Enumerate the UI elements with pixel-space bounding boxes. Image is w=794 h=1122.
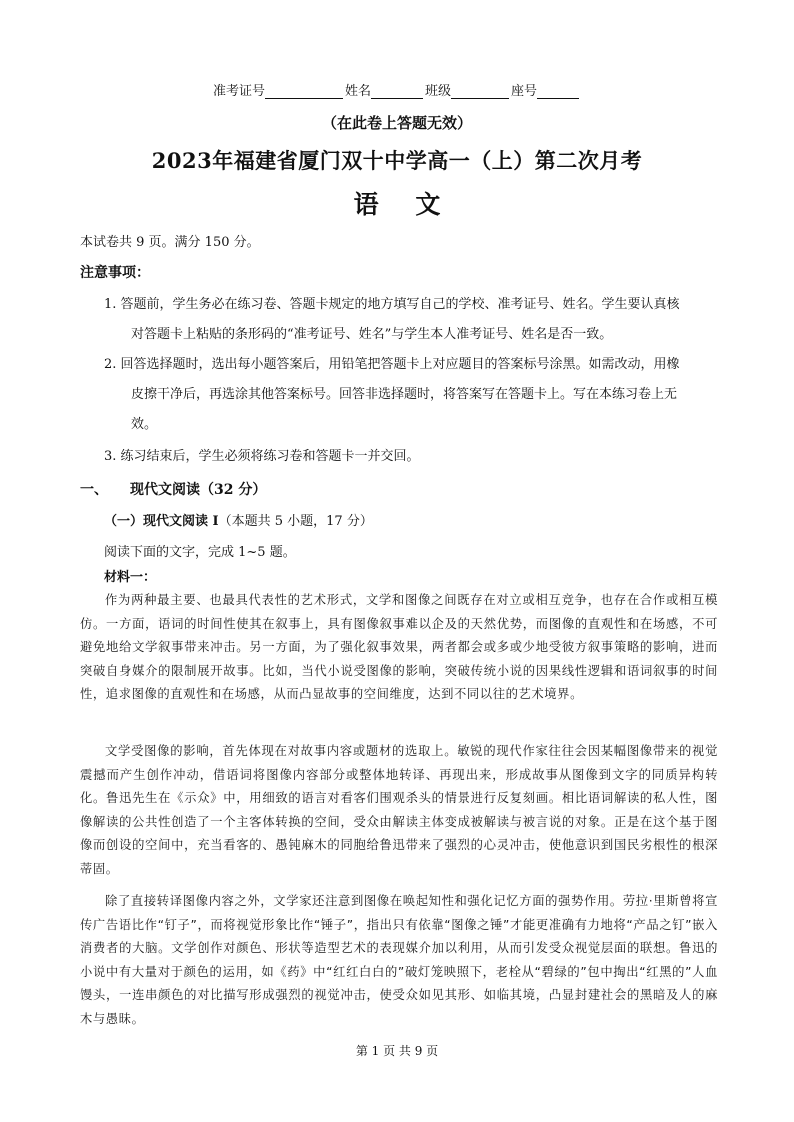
seat-blank — [537, 84, 579, 99]
notice-item-1-cont: 对答题卡上粘贴的条形码的“准考证号、姓名”与学生本人准考证号、姓名是否一致。 — [131, 327, 613, 342]
exam-id-blank — [265, 84, 343, 99]
name-label: 姓名 — [345, 84, 372, 99]
section-1-title: 现代文阅读（32 分） — [130, 482, 267, 498]
exam-id-label: 准考证号 — [213, 84, 266, 99]
notice-item-2: 2. 回答选择题时，选出每小题答案后，用铅笔把答题卡上对应题目的答案标号涂黑。如需改动，用橡 — [104, 357, 680, 372]
subsection-1-title: （一）现代文阅读 I — [104, 514, 219, 529]
class-blank — [451, 84, 509, 99]
reading-instruction: 阅读下面的文字，完成 1~5 题。 — [104, 545, 296, 560]
subsection-1-note: （本题共 5 小题，17 分） — [218, 514, 373, 529]
passage-paragraph-3-text: 除了直接转译图像内容之外，文学家还注意到图像在唤起知性和强化记忆方面的强势作用。劳拉·里斯曾将宣传广告语比作“钉子”，而将视觉形象比作“锤子”，指出只有依靠“图像之锤”才能更准确有力地将“产品之钉”嵌入消费者的大脑。文学创作对颜色、形状等造型艺术的表现媒介加以利用，从而引发受众视觉层面的联想。鲁迅的小说中有大量对于颜色的运用，如《药》中“红红白白的”破灯笼映照下，老栓从“碧绿的”包中掏出“红黑的”人血馒头，一连串颜色的对比描写形成强烈的视觉冲击，使受众如见其形、如临其境，凸显封建社会的黑暗及人的麻木与愚昧。 — [80, 894, 718, 1026]
class-label: 班级 — [425, 84, 452, 99]
passage-paragraph-3 — [80, 890, 718, 1032]
notice-heading: 注意事项： — [80, 265, 150, 281]
name-blank — [371, 84, 423, 99]
passage-paragraph-1-text: 作为两种最主要、也最具代表性的艺术形式，文学和图像之间既存在对立或相互竞争，也存在合作或相互模仿。一方面，语词的时间性使其在叙事上，具有图像叙事难以企及的天然优势，而图像的直观性和在场感，不可避免地给文学叙事带来冲击。另一方面，为了强化叙事效果，两者都会或多或少地受彼方叙事策略的影响，进而突破自身媒介的限制展开故事。比如，当代小说受图像的影响，突破传统小说的因果线性逻辑和语词叙事的时间性，追求图像的直观性和在场感，从而凸显故事的空间维度，达到不同以往的艺术境界。 — [80, 593, 718, 702]
exam-title: 2023年福建省厦门双十中学高一（上）第二次月考 — [151, 148, 643, 173]
page-footer: 第 1 页 共 9 页 — [355, 1044, 439, 1058]
material-1-label: 材料一： — [104, 570, 157, 585]
subject-title: 语 文 — [353, 190, 455, 219]
passage-paragraph-2 — [80, 740, 718, 882]
invalid-answer-note: （在此卷上答题无效） — [321, 114, 472, 132]
candidate-info-line — [213, 80, 581, 99]
exam-meta: 本试卷共 9 页。满分 150 分。 — [80, 235, 260, 250]
seat-label: 座号 — [511, 84, 538, 99]
subsection-1-heading — [104, 510, 373, 529]
notice-item-3: 3. 练习结束后，学生必须将练习卷和答题卡一并交回。 — [104, 449, 420, 464]
passage-paragraph-1 — [80, 589, 718, 707]
passage-paragraph-2-text: 文学受图像的影响，首先体现在对故事内容或题材的选取上。敏锐的现代作家往往会因某幅图像带来的视觉震撼而产生创作冲动，借语词将图像内容部分或整体地转译、再现出来，形成故事从图像到文字的同质异构转化。鲁迅先生在《示众》中，用细致的语言对看客们围观杀头的情景进行反复刻画。相比语词解读的私人性，图像解读的公共性创造了一个主客体转换的空间，受众由解读主体变成被解读与被言说的对象。正是在这个基于图像而创设的空间中，充当看客的、愚钝麻木的同胞给鲁迅带来了强烈的心灵冲击，使他意识到国民劣根性的根深蒂固。 — [80, 744, 718, 876]
notice-item-2-cont: 皮擦干净后，再选涂其他答案标号。回答非选择题时，将答案写在答题卡上。写在本练习卷上无 — [131, 387, 678, 402]
section-1-heading — [80, 479, 266, 499]
notice-item-1: 1. 答题前，学生务必在练习卷、答题卡规定的地方填写自己的学校、准考证号、姓名。学生要认真核 — [104, 297, 680, 312]
notice-item-2-cont-2: 效。 — [131, 417, 158, 432]
section-1-number: 一、 — [80, 482, 108, 498]
